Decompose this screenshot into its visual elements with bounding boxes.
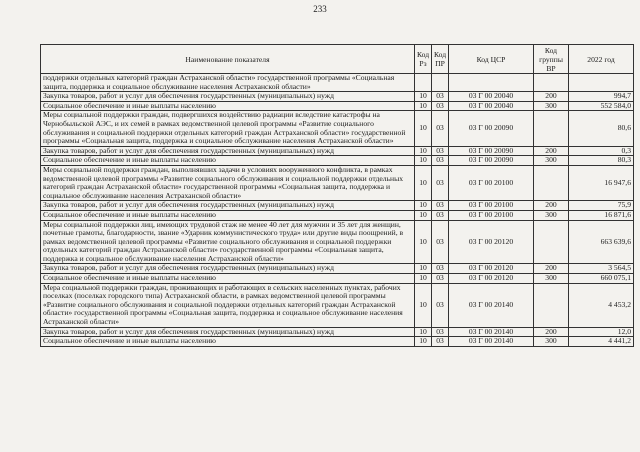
row-pr-cell: 03 xyxy=(432,156,449,166)
row-rz-cell: 10 xyxy=(415,165,432,200)
row-vr-cell xyxy=(534,220,569,264)
row-csr-cell: 03 Г 00 20100 xyxy=(449,201,534,211)
row-value-cell: 0,3 xyxy=(569,146,634,156)
row-name-cell: Социальное обеспечение и иные выплаты населению xyxy=(41,210,415,220)
row-value-cell: 12,0 xyxy=(569,327,634,337)
table-row xyxy=(41,92,634,102)
row-csr-cell: 03 Г 00 20120 xyxy=(449,220,534,264)
row-csr-cell: 03 Г 00 20140 xyxy=(449,337,534,347)
row-rz-cell: 10 xyxy=(415,264,432,274)
header-row xyxy=(41,45,634,74)
row-value-cell xyxy=(569,74,634,92)
row-name-cell: Закупка товаров, работ и услуг для обеспечения государственных (муниципальных) нужд xyxy=(41,201,415,211)
row-vr-cell: 300 xyxy=(534,337,569,347)
row-vr-cell: 200 xyxy=(534,327,569,337)
row-pr-cell: 03 xyxy=(432,201,449,211)
row-pr-cell: 03 xyxy=(432,165,449,200)
row-pr-cell: 03 xyxy=(432,92,449,102)
row-vr-cell: 200 xyxy=(534,264,569,274)
table-row xyxy=(41,201,634,211)
row-vr-cell xyxy=(534,283,569,327)
row-rz-cell: 10 xyxy=(415,337,432,347)
row-csr-cell: 03 Г 00 20090 xyxy=(449,156,534,166)
row-name-cell: поддержки отдельных категорий граждан Астраханской области» государственной программы «Социальная защита, поддержка и социальное обслуживание населения Астраханской области» xyxy=(41,74,415,92)
row-vr-cell xyxy=(534,74,569,92)
table-row xyxy=(41,101,634,111)
budget-table xyxy=(40,44,634,347)
row-rz-cell: 10 xyxy=(415,111,432,146)
table-row xyxy=(41,337,634,347)
row-rz-cell: 10 xyxy=(415,101,432,111)
row-vr-cell: 200 xyxy=(534,146,569,156)
header-vr: Код группы ВР xyxy=(534,45,569,74)
header-name: Наименование показателя xyxy=(41,45,415,74)
row-pr-cell: 03 xyxy=(432,327,449,337)
row-name-cell: Закупка товаров, работ и услуг для обеспечения государственных (муниципальных) нужд xyxy=(41,92,415,102)
row-value-cell: 16 871,6 xyxy=(569,210,634,220)
row-vr-cell: 300 xyxy=(534,274,569,284)
row-rz-cell: 10 xyxy=(415,274,432,284)
row-value-cell: 552 584,0 xyxy=(569,101,634,111)
row-vr-cell: 200 xyxy=(534,92,569,102)
table-row xyxy=(41,283,634,327)
row-pr-cell xyxy=(432,74,449,92)
row-vr-cell: 200 xyxy=(534,201,569,211)
row-csr-cell: 03 Г 00 20120 xyxy=(449,274,534,284)
table-row xyxy=(41,111,634,146)
row-value-cell: 80,6 xyxy=(569,111,634,146)
row-value-cell: 994,7 xyxy=(569,92,634,102)
row-name-cell: Мера социальной поддержки граждан, проживающих и работающих в сельских населенных пунктах, рабочих поселках (поселках городского типа) Астраханской области, в рамках ведомственной целевой программы «Развитие социального обслуживания и социальной поддержки отдельных категорий граждан Астраханской области» государственной программы «Социальная защита, поддержка и социальное обслуживание населения Астраханской области» xyxy=(41,283,415,327)
row-rz-cell: 10 xyxy=(415,92,432,102)
row-rz-cell: 10 xyxy=(415,220,432,264)
row-pr-cell: 03 xyxy=(432,264,449,274)
row-rz-cell: 10 xyxy=(415,146,432,156)
row-vr-cell xyxy=(534,165,569,200)
row-value-cell: 663 639,6 xyxy=(569,220,634,264)
row-rz-cell: 10 xyxy=(415,327,432,337)
row-value-cell: 80,3 xyxy=(569,156,634,166)
row-pr-cell: 03 xyxy=(432,210,449,220)
table-row xyxy=(41,274,634,284)
row-pr-cell: 03 xyxy=(432,337,449,347)
row-pr-cell: 03 xyxy=(432,220,449,264)
row-pr-cell: 03 xyxy=(432,101,449,111)
row-csr-cell xyxy=(449,74,534,92)
row-rz-cell: 10 xyxy=(415,156,432,166)
row-value-cell: 4 453,2 xyxy=(569,283,634,327)
table-row xyxy=(41,156,634,166)
header-year: 2022 год xyxy=(569,45,634,74)
row-name-cell: Закупка товаров, работ и услуг для обеспечения государственных (муниципальных) нужд xyxy=(41,327,415,337)
row-pr-cell: 03 xyxy=(432,111,449,146)
table-row xyxy=(41,165,634,200)
row-name-cell: Закупка товаров, работ и услуг для обеспечения государственных (муниципальных) нужд xyxy=(41,264,415,274)
row-rz-cell xyxy=(415,74,432,92)
row-csr-cell: 03 Г 00 20140 xyxy=(449,283,534,327)
row-name-cell: Меры социальной поддержки лиц, имеющих трудовой стаж не менее 40 лет для мужчин и 35 лет для женщин, почетные грамоты, благодарности, звание «Ударник коммунистического труда» или другие виды поощрений, в рамках ведомственной целевой программы «Развитие социального обслуживания и социальной поддержки отдельных категорий граждан Астраханской области» государственной программы «Социальная защита, поддержка и социальное обслуживание населения Астраханской области» xyxy=(41,220,415,264)
page-number: 233 xyxy=(313,4,327,14)
table-row xyxy=(41,327,634,337)
row-pr-cell: 03 xyxy=(432,283,449,327)
header-pr: Код ПР xyxy=(432,45,449,74)
row-csr-cell: 03 Г 00 20040 xyxy=(449,92,534,102)
row-csr-cell: 03 Г 00 20090 xyxy=(449,111,534,146)
table-row xyxy=(41,210,634,220)
row-name-cell: Социальное обеспечение и иные выплаты населению xyxy=(41,156,415,166)
header-csr: Код ЦСР xyxy=(449,45,534,74)
row-rz-cell: 10 xyxy=(415,210,432,220)
row-csr-cell: 03 Г 00 20090 xyxy=(449,146,534,156)
row-name-cell: Социальное обеспечение и иные выплаты населению xyxy=(41,101,415,111)
table-row xyxy=(41,74,634,92)
row-value-cell: 3 564,5 xyxy=(569,264,634,274)
row-rz-cell: 10 xyxy=(415,283,432,327)
row-name-cell: Меры социальной поддержки граждан, подвергшихся воздействию радиации вследствие катастрофы на Чернобыльской АЭС, и их семей в рамках ведомственной целевой программы «Развитие социального обслуживания и социальной поддержки отдельных категорий граждан Астраханской области» государственной программы «Социальная защита, поддержка и социальное обслуживание населения Астраханской области» xyxy=(41,111,415,146)
row-vr-cell: 300 xyxy=(534,210,569,220)
row-rz-cell: 10 xyxy=(415,201,432,211)
row-vr-cell xyxy=(534,111,569,146)
row-csr-cell: 03 Г 00 20120 xyxy=(449,264,534,274)
row-name-cell: Социальное обеспечение и иные выплаты населению xyxy=(41,337,415,347)
row-value-cell: 16 947,6 xyxy=(569,165,634,200)
row-csr-cell: 03 Г 00 20040 xyxy=(449,101,534,111)
row-vr-cell: 300 xyxy=(534,101,569,111)
row-value-cell: 75,9 xyxy=(569,201,634,211)
row-csr-cell: 03 Г 00 20100 xyxy=(449,210,534,220)
table-row xyxy=(41,264,634,274)
row-pr-cell: 03 xyxy=(432,146,449,156)
row-csr-cell: 03 Г 00 20140 xyxy=(449,327,534,337)
table-row xyxy=(41,146,634,156)
row-name-cell: Закупка товаров, работ и услуг для обеспечения государственных (муниципальных) нужд xyxy=(41,146,415,156)
row-value-cell: 660 075,1 xyxy=(569,274,634,284)
header-rz: Код Рз xyxy=(415,45,432,74)
table-row xyxy=(41,220,634,264)
row-pr-cell: 03 xyxy=(432,274,449,284)
row-value-cell: 4 441,2 xyxy=(569,337,634,347)
row-name-cell: Меры социальной поддержки граждан, выполнявших задачи в условиях вооруженного конфликта, в рамках ведомственной целевой программы «Развитие социального обслуживания и социальной поддержки отдельных категорий граждан Астраханской области» государственной программы «Социальная защита, поддержка и социальное обслуживание населения Астраханской области» xyxy=(41,165,415,200)
row-vr-cell: 300 xyxy=(534,156,569,166)
row-name-cell: Социальное обеспечение и иные выплаты населению xyxy=(41,274,415,284)
row-csr-cell: 03 Г 00 20100 xyxy=(449,165,534,200)
